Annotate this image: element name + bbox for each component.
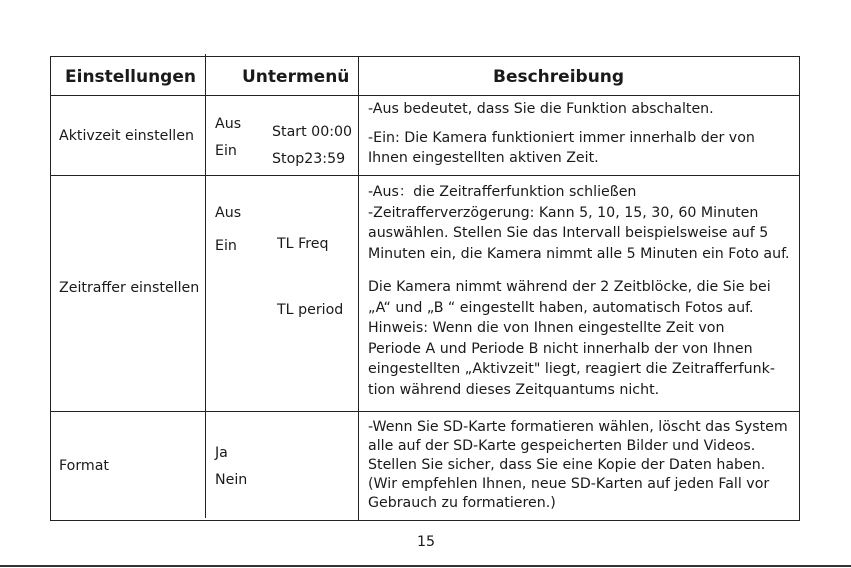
page-number: 15 bbox=[417, 534, 436, 550]
row-1-desc-line-2: -Ein: Die Kamera funktioniert immer innerhalb der von bbox=[368, 130, 755, 146]
row-2-desc-b-line-2: „A“ und „B “ eingestellt haben, automatisch Fotos auf. bbox=[368, 299, 754, 316]
row-2-desc-b-line-3: Hinweis: Wenn die von Ihnen eingestellte Zeit von bbox=[368, 320, 725, 336]
row-2-description-period bbox=[368, 277, 775, 400]
table-border-top bbox=[50, 56, 800, 57]
row-3-desc-line-5: Gebrauch zu formatieren.) bbox=[368, 495, 556, 511]
row-3-desc-line-3: Stellen Sie sicher, dass Sie eine Kopie der Daten haben. bbox=[368, 457, 766, 473]
row-1-option-off: Aus bbox=[215, 116, 242, 132]
row-3-desc-line-1: -Wenn Sie SD-Karte formatieren wählen, löscht das System bbox=[368, 419, 788, 435]
row-1-desc-line-1: -Aus bedeutet, dass Sie die Funktion abschalten. bbox=[368, 101, 714, 117]
header-submenu: Untermenü bbox=[242, 67, 350, 87]
row-2-desc-a-line-4: Minuten ein, die Kamera nimmt alle 5 Minuten ein Foto auf. bbox=[368, 245, 790, 262]
row-2-tl-freq: TL Freq bbox=[277, 236, 329, 252]
row-2-setting: Zeitraffer einstellen bbox=[59, 280, 200, 296]
table-border-right bbox=[799, 56, 800, 521]
row-2-desc-b-line-5: eingestellten „Aktivzeit" liegt, reagiert die Zeitrafferfunk- bbox=[368, 361, 775, 377]
row-2-desc-a-line-3: auswählen. Stellen Sie das Intervall beispielsweise auf 5 bbox=[368, 225, 769, 241]
row-divider-2 bbox=[50, 411, 800, 412]
row-2-desc-a-line-1: -Aus：die Zeitrafferfunktion schließen bbox=[368, 184, 637, 200]
row-1-setting: Aktivzeit einstellen bbox=[59, 128, 194, 144]
column-divider-1 bbox=[205, 54, 206, 518]
row-2-tl-period: TL period bbox=[277, 302, 344, 318]
row-3-desc-line-2: alle auf der SD-Karte gespeicherten Bilder und Videos. bbox=[368, 438, 756, 454]
row-3-setting: Format bbox=[59, 458, 109, 474]
row-2-option-off: Aus bbox=[215, 205, 242, 221]
column-divider-2 bbox=[358, 56, 359, 521]
row-2-desc-a-line-2: -Zeitrafferverzögerung: Kann 5, 10, 15, 30, 60 Minuten bbox=[368, 204, 759, 221]
header-description: Beschreibung bbox=[493, 67, 625, 87]
row-3-desc-line-4: (Wir empfehlen Ihnen, neue SD-Karten auf jeden Fall vor bbox=[368, 476, 770, 492]
row-3-description bbox=[368, 418, 788, 513]
row-3-option-no: Nein bbox=[215, 472, 248, 488]
row-2-desc-b-line-1: Die Kamera nimmt während der 2 Zeitblöcke, die Sie bei bbox=[368, 279, 771, 295]
row-1-desc-line-3: Ihnen eingestellten aktiven Zeit. bbox=[368, 150, 599, 166]
row-2-desc-b-line-6: tion während dieses Zeitquantums nicht. bbox=[368, 381, 660, 398]
row-1-option-on: Ein bbox=[215, 143, 237, 159]
row-3-option-yes: Ja bbox=[215, 445, 228, 461]
row-divider-1 bbox=[50, 175, 800, 176]
table-border-bottom bbox=[50, 520, 800, 521]
header-divider bbox=[50, 95, 800, 96]
row-2-option-on: Ein bbox=[215, 238, 237, 254]
page-bottom-rule bbox=[0, 565, 851, 567]
row-2-description-freq bbox=[368, 182, 790, 264]
row-1-stop-time: Stop23:59 bbox=[272, 151, 346, 167]
header-settings: Einstellungen bbox=[65, 67, 196, 87]
row-2-desc-b-line-4: Periode A und Periode B nicht innerhalb der von Ihnen bbox=[368, 340, 753, 357]
row-1-start-time: Start 00:00 bbox=[272, 124, 353, 140]
table-border-left bbox=[50, 56, 51, 521]
